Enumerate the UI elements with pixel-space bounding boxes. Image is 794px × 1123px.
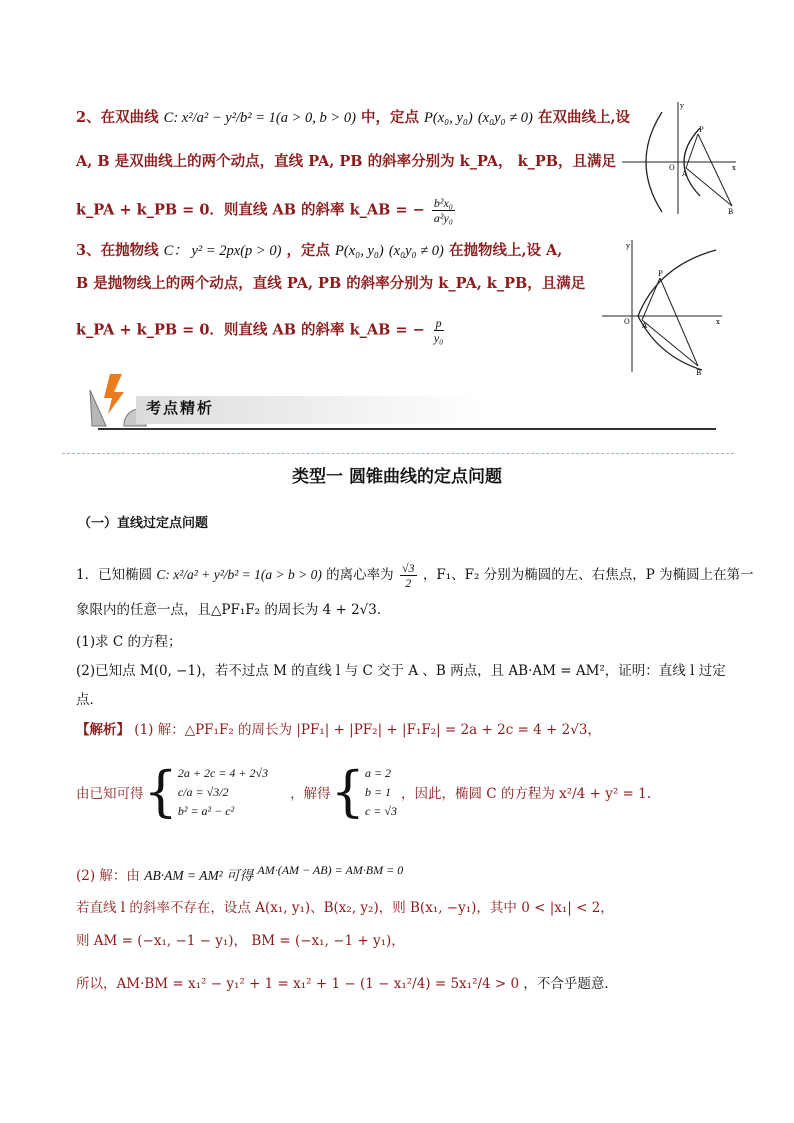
section-title: 类型一 圆锥曲线的定点问题 <box>292 467 502 487</box>
item2-line2: A, B 是双曲线上的两个动点，直线 PA, PB 的斜率分别为 k_PA， k_PB，且满足 <box>76 153 617 170</box>
item2-line1 <box>76 108 630 128</box>
solution-system-line <box>76 752 651 832</box>
system-lead: 由已知可得 <box>76 786 144 802</box>
item3-frac-den: y₀ <box>433 331 444 345</box>
question-2: (2)已知点 M(0, −1)，若不过点 M 的直线 l 与 C 交于 A 、B 两点，且 AB·AM = AM²，证明：直线 l 过定 <box>76 663 726 679</box>
item2-line3 <box>76 196 457 225</box>
fig1-label-O: O <box>669 164 675 172</box>
item2-slope-fraction <box>432 196 455 225</box>
item3-line2: B 是抛物线上的两个动点，直线 PA, PB 的斜率分别为 k_PA, k_PB，且满足 <box>76 275 586 292</box>
banner-underline <box>98 428 716 430</box>
question-2-cont: 点． <box>76 692 103 708</box>
item2-cond: (x₀y₀ ≠ 0) <box>477 110 533 126</box>
fig1-label-y: y <box>680 102 684 110</box>
system-2 <box>365 764 397 821</box>
step5-conclusion: ，不合乎题意. <box>523 976 609 992</box>
item2-line3-text: k_PA + k_PB = 0．则直线 AB 的斜率 k_AB = − <box>76 201 425 219</box>
ecc-num: √3 <box>401 561 415 575</box>
fig2-label-O: O <box>624 318 630 326</box>
triangle-ruler-shape <box>90 390 106 426</box>
fig2-label-x: x <box>716 318 720 326</box>
system-1-eq3: b² = a² − c² <box>177 803 235 818</box>
item3-line3 <box>76 316 447 345</box>
problem-intro: 1．已知椭圆 <box>76 567 153 583</box>
solution-line1 <box>76 720 601 740</box>
item3-line3-text: k_PA + k_PB = 0．则直线 AB 的斜率 k_AB = − <box>76 321 425 339</box>
step5-expression: 所以，AM·BM = x₁² − y₁² + 1 = x₁² + 1 − (1 − x₁²/4) = 5x₁²/4 > 0 <box>76 976 520 992</box>
solution-tag: 【解析】 <box>76 722 130 738</box>
item2-mid: 中，定点 <box>360 109 419 126</box>
problem-line1 <box>76 561 754 590</box>
banner-band <box>136 396 716 424</box>
item2-frac-num: b²x₀ <box>433 196 453 210</box>
step2-result: AM·(AM − AB) = AM·BM = 0 <box>257 863 404 877</box>
item3-point: P(x₀, y₀) <box>335 243 384 259</box>
item3-prefix: 3、在抛物线 <box>76 242 159 259</box>
fig1-label-x: x <box>732 164 736 172</box>
fig2-label-B: B <box>696 369 702 376</box>
step2-condition: AB·AM = AM² 可得 <box>144 868 254 883</box>
fig1-label-A: A <box>682 170 688 178</box>
ellipse-equation: C: x²/a² + y²/b² = 1(a > b > 0) <box>156 567 322 582</box>
system-1-eq2: c/a = √3/2 <box>177 784 229 799</box>
fig2-parabola <box>638 250 716 370</box>
item3-slope-fraction <box>432 316 446 345</box>
system-1-eq1: 2a + 2c = 4 + 2√3 <box>177 765 269 780</box>
item2-prefix: 2、在双曲线 <box>76 109 159 126</box>
lightning-shape <box>104 374 124 414</box>
item2-equation: C: x²/a² − y²/b² = 1(a > 0, b > 0) <box>163 110 356 126</box>
question-1: (1)求 C 的方程； <box>76 634 182 650</box>
item3-line1 <box>76 241 562 261</box>
section-banner <box>88 370 718 432</box>
system-2-eq3: c = √3 <box>364 803 397 818</box>
eccentricity-fraction <box>400 561 417 590</box>
fig2-label-P: P <box>658 270 663 278</box>
item2-frac-den: a²y₀ <box>433 211 453 225</box>
item2-point: P(x₀, y₀) <box>424 110 473 126</box>
hyperbola-figure <box>618 98 738 216</box>
fig1-label-P: P <box>699 126 704 134</box>
item3-cond: (x₀y₀ ≠ 0) <box>388 243 444 259</box>
system-2-eq2: b = 1 <box>364 784 392 799</box>
system-1 <box>178 764 268 821</box>
foci-text: ，F₁、F₂ 分别为椭圆的左、右焦点，P 为椭圆上在第一 <box>422 567 754 583</box>
fig2-label-A: A <box>642 322 648 330</box>
fig1-PB <box>698 134 732 206</box>
system-mid: ，解得 <box>290 786 331 802</box>
fig2-AB <box>642 320 698 366</box>
step2-lead: (2) 解：由 <box>76 868 140 884</box>
left-brace-1: { <box>143 760 178 823</box>
solution-step4: 则 AM = (−x₁, −1 − y₁)， BM = (−x₁, −1 + y₁)， <box>76 933 405 949</box>
solution-step5 <box>76 974 609 994</box>
section-subtitle: （一）直线过定点问题 <box>78 516 209 531</box>
solution-step3: 若直线 l 的斜率不存在，设点 A(x₁, y₁)、B(x₂, y₂)，则 B(x₁, −y₁)，其中 0 < |x₁| < 2， <box>76 900 614 916</box>
item3-tail: 在抛物线上,设 A, <box>448 242 563 259</box>
item3-frac-num: p <box>435 316 442 330</box>
fig2-PA <box>642 278 660 320</box>
parabola-figure <box>598 236 724 376</box>
fig1-label-B: B <box>728 208 734 216</box>
solution-step1: (1) 解：△PF₁F₂ 的周长为 |PF₁| + |PF₂| + |F₁F₂| = 2a + 2c = 4 + 2√3， <box>134 722 601 738</box>
item3-mid: ，定点 <box>286 242 330 259</box>
system-tail: ，因此，椭圆 C 的方程为 x²/4 + y² = 1. <box>400 786 652 802</box>
system-2-eq1: a = 2 <box>364 765 392 780</box>
item3-equation: C： y² = 2px(p > 0) <box>163 243 282 259</box>
banner-label: 考点精析 <box>146 399 215 417</box>
section-divider <box>62 453 734 454</box>
ecc-den: 2 <box>405 576 412 590</box>
problem-line2: 象限内的任意一点，且△PF₁F₂ 的周长为 4 + 2√3． <box>76 602 391 618</box>
fig2-label-y: y <box>626 242 630 250</box>
solution-step2 <box>76 863 404 886</box>
item2-tail: 在双曲线上,设 <box>537 109 631 126</box>
fig2-PB <box>660 278 698 366</box>
eccentricity-text: 的离心率为 <box>326 567 394 583</box>
left-brace-2: { <box>330 760 365 823</box>
